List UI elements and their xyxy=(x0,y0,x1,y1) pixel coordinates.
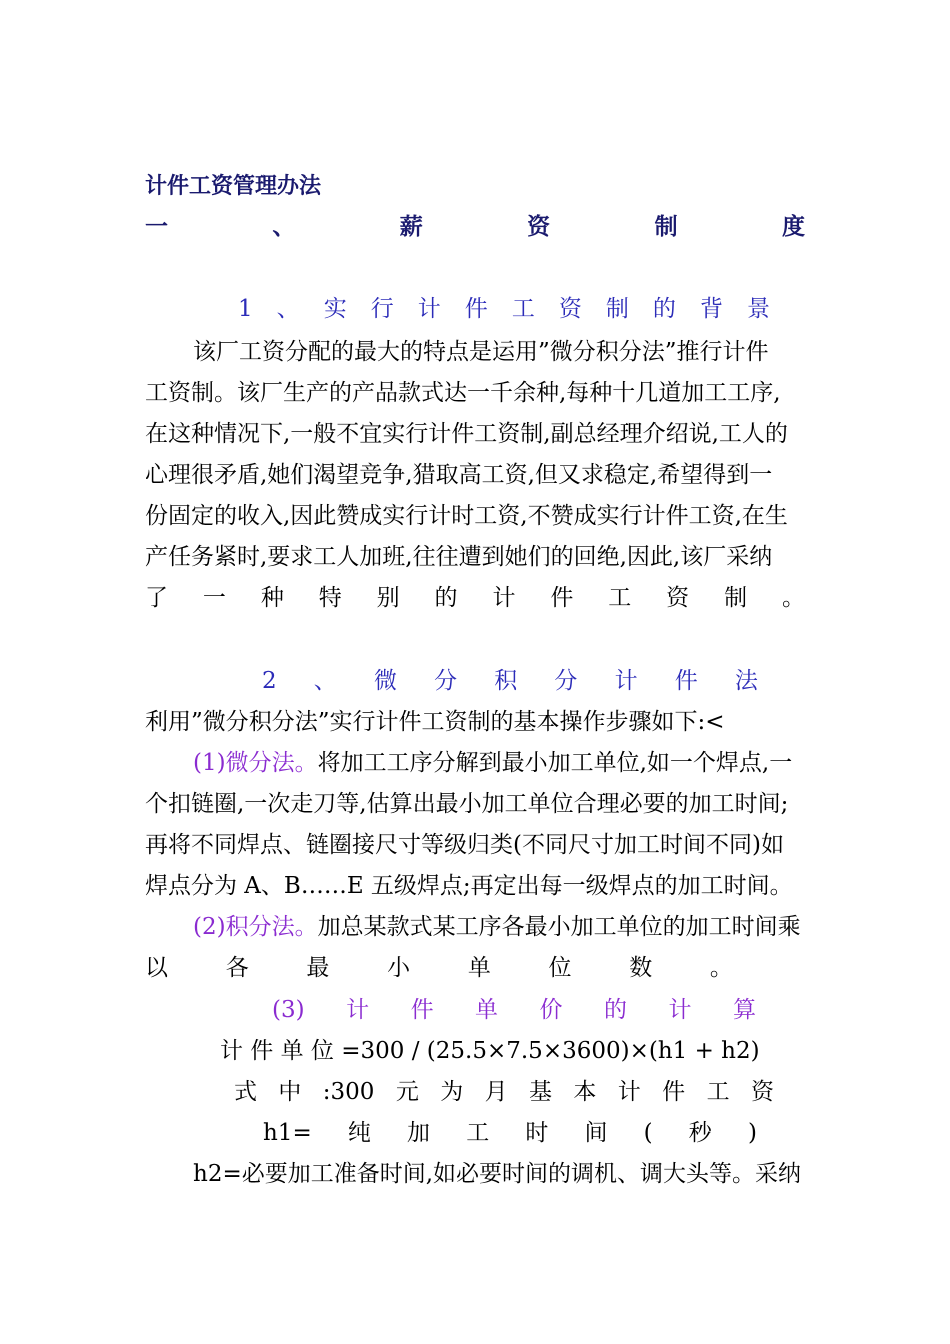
para1-line3: 在这种情况下,一般不宜实行计件工资制,副总经理介绍说,工人的 xyxy=(145,421,788,447)
text-token: 件 xyxy=(550,585,574,611)
text-token: 实 xyxy=(323,296,347,322)
text-token: 工 xyxy=(466,1120,490,1146)
text-token: 工 xyxy=(706,1079,730,1105)
text-token: 计 xyxy=(417,296,441,322)
text-token: 资 xyxy=(527,214,551,240)
text-token: 、 xyxy=(276,296,300,322)
text-token: 一 xyxy=(145,214,168,240)
text-token: 本 xyxy=(573,1079,597,1105)
text-token: h1= xyxy=(263,1120,312,1146)
text-token: 件 xyxy=(674,668,698,694)
text-token: 小 xyxy=(387,955,411,981)
text-token: 工 xyxy=(511,296,535,322)
text-token: 积 xyxy=(494,668,518,694)
para1-line1: 该厂工资分配的最大的特点是运用”微分积分法”推行计件 xyxy=(193,339,769,365)
text-token: 微 xyxy=(373,668,397,694)
text-token: 式 xyxy=(234,1079,257,1105)
text-token: 分 xyxy=(434,668,458,694)
text-token: 薪 xyxy=(399,214,423,240)
text-token: 月 xyxy=(484,1079,508,1105)
para1-line6: 产任务紧时,要求工人加班,往往遭到她们的回绝,因此,该厂采纳 xyxy=(145,544,773,570)
text-token: 计 xyxy=(617,1079,641,1105)
text-token: ) xyxy=(747,1120,757,1146)
text-token: 中 xyxy=(278,1079,302,1105)
step2-text: 加总某款式某工序各最小加工单位的加工时间乘 xyxy=(317,914,801,940)
text-token: 件 xyxy=(464,296,488,322)
para1-line4: 心理很矛盾,她们渴望竞争,猎取高工资,但又求稳定,希望得到一 xyxy=(145,462,773,488)
text-token: ( xyxy=(643,1120,653,1146)
text-token: 。 xyxy=(781,585,805,611)
h2-definition-line: h2=必要加工准备时间,如必要时间的调机、调大头等。采纳 xyxy=(193,1161,802,1187)
text-token: 为 xyxy=(440,1079,464,1105)
step2-label: (2)积分法。 xyxy=(193,914,318,940)
step2-line2 xyxy=(145,951,733,985)
document-title: 计件工资管理办法 xyxy=(145,174,322,199)
text-token: 资 xyxy=(666,585,690,611)
text-token: 位 xyxy=(548,955,572,981)
text-token: 计 xyxy=(668,997,692,1023)
intro-line: 利用”微分积分法”实行计件工资制的基本操作步骤如下:< xyxy=(145,709,725,735)
text-token: 纯 xyxy=(347,1120,371,1146)
text-token: 行 xyxy=(370,296,394,322)
text-token: :300 xyxy=(322,1079,375,1105)
step1-line3: 再将不同焊点、链圈接尺寸等级归类(不同尺寸加工时间不同)如 xyxy=(145,832,784,858)
text-token: 算 xyxy=(732,997,756,1023)
text-token: 计 xyxy=(614,668,638,694)
formula-line: 计 件 单 位 =300 / (25.5×7.5×3600)×(h1 + h2) xyxy=(220,1038,760,1064)
step2-line1 xyxy=(193,910,805,944)
text-token: 。 xyxy=(709,955,733,981)
text-token: 以 xyxy=(145,955,168,981)
text-token: 工 xyxy=(608,585,632,611)
text-token: 件 xyxy=(662,1079,686,1105)
text-token: 资 xyxy=(750,1079,774,1105)
text-token: 间 xyxy=(584,1120,608,1146)
section-heading-salary-system xyxy=(145,210,805,244)
text-token: 的 xyxy=(604,997,628,1023)
para1-line2: 工资制。该厂生产的产品款式达一千余种,每种十几道加工工序, xyxy=(145,380,781,406)
text-token: 单 xyxy=(467,955,491,981)
text-token: 各 xyxy=(225,955,249,981)
text-token: 计 xyxy=(346,997,370,1023)
step3-heading xyxy=(272,993,756,1027)
text-token: 背 xyxy=(699,296,723,322)
text-token: 一 xyxy=(202,585,226,611)
subheading-differential-integral-method xyxy=(262,664,758,698)
text-token: 法 xyxy=(734,668,758,694)
text-token: 资 xyxy=(558,296,582,322)
text-token: 2 xyxy=(262,668,277,694)
text-token: 制 xyxy=(654,214,678,240)
text-token: (3) xyxy=(272,997,305,1023)
text-token: 价 xyxy=(539,997,563,1023)
step1-line2: 个扣链圈,一次走刀等,估算出最小加工单位合理必要的加工时间; xyxy=(145,791,789,817)
subheading-background xyxy=(238,292,770,326)
step1-line1 xyxy=(193,746,805,780)
text-token: 景 xyxy=(746,296,770,322)
text-token: 别 xyxy=(376,585,400,611)
formula-where-line xyxy=(234,1075,774,1109)
text-token: 数 xyxy=(629,955,653,981)
text-token: 元 xyxy=(395,1079,419,1105)
text-token: 的 xyxy=(652,296,676,322)
text-token: 最 xyxy=(306,955,330,981)
text-token: 基 xyxy=(529,1079,552,1105)
text-token: 、 xyxy=(313,668,337,694)
text-token: 制 xyxy=(724,585,748,611)
step1-line4: 焊点分为 A、B……E 五级焊点;再定出每一级焊点的加工时间。 xyxy=(145,873,793,899)
step1-label: (1)微分法。 xyxy=(193,750,318,776)
text-token: 计 xyxy=(492,585,516,611)
text-token: 分 xyxy=(554,668,578,694)
text-token: 种 xyxy=(260,585,284,611)
text-token: 了 xyxy=(145,585,168,611)
text-token: 单 xyxy=(475,997,499,1023)
text-token: 加 xyxy=(407,1120,431,1146)
text-token: 时 xyxy=(525,1120,549,1146)
para1-line7 xyxy=(145,581,805,615)
h1-definition-line xyxy=(263,1116,757,1150)
text-token: 制 xyxy=(605,296,629,322)
text-token: 件 xyxy=(410,997,434,1023)
text-token: 的 xyxy=(434,585,458,611)
text-token: 、 xyxy=(272,214,296,240)
text-token: 秒 xyxy=(688,1120,712,1146)
para1-line5: 份固定的收入,因此赞成实行计时工资,不赞成实行计件工资,在生 xyxy=(145,503,788,529)
text-token: 度 xyxy=(781,214,805,240)
step1-text: 将加工工序分解到最小加工单位,如一个焊点,一 xyxy=(317,750,793,776)
text-token: 特 xyxy=(318,585,342,611)
text-token: 1 xyxy=(238,296,253,322)
